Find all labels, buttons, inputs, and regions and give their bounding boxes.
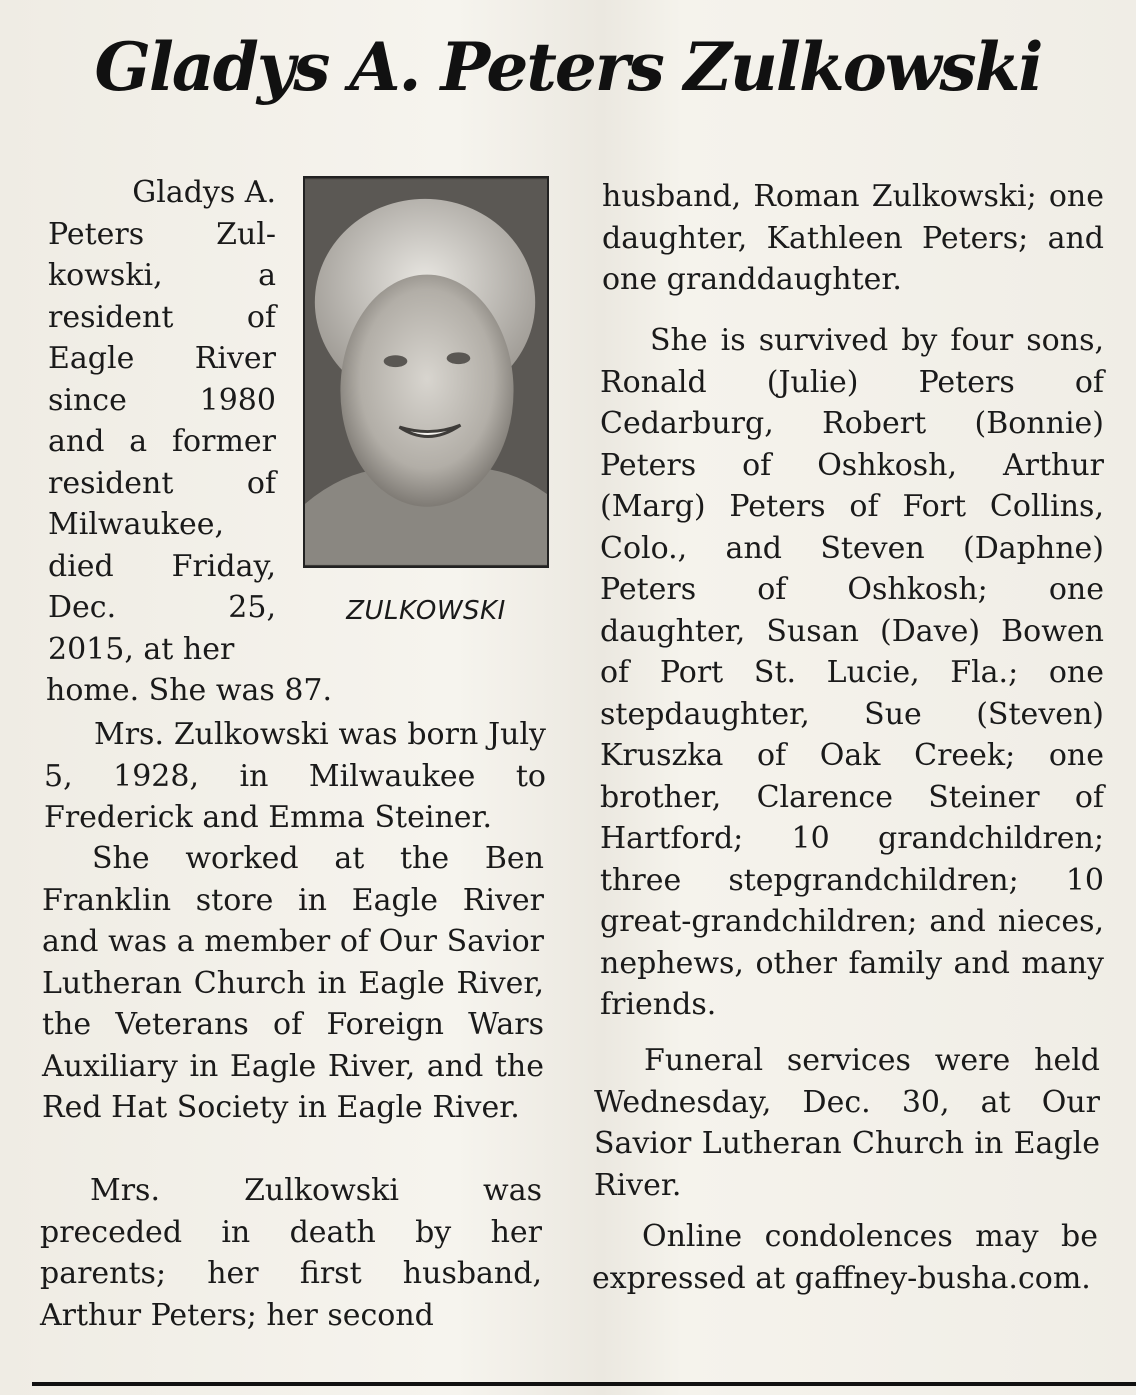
- intro-line: Peters Zul-: [48, 216, 276, 252]
- intro-line: kowski, a: [48, 258, 276, 293]
- funeral-paragraph: Funeral services were held Wednesday, Dec. 30, at Our Savior Lutheran Church in Eagle River.: [594, 1043, 1100, 1203]
- portrait-photo: [303, 176, 549, 568]
- intro-line: 2015, at her: [48, 631, 235, 667]
- intro-line: Gladys A.: [132, 175, 276, 210]
- intro-line: since 1980: [48, 382, 276, 418]
- intro-line: and a former: [48, 424, 276, 459]
- bottom-rule: [32, 1382, 1136, 1395]
- intro-last-line: home. She was 87.: [46, 673, 333, 708]
- intro-line: died Friday,: [48, 548, 276, 584]
- survived-paragraph: She is survived by four sons, Ronald (Julie) Peters of Cedarburg, Robert (Bonnie) Peters of Oshkosh, Arthur (Marg) Peters of Fort Collins, Colo., and Steven (Daphne) Peters of Oshkosh; one daughter, Susan (Dave) Bowen of Port St. Lucie, Fla.; one stepdaughter, Sue (Steven) Kruszka of Oak Creek; one brother, Clarence Steiner of Hartford; 10 grandchildren; three stepgrandchildren; 10 great-grandchildren; and nieces, nephews, other family and many friends.: [600, 323, 1104, 1022]
- intro-text: [48, 172, 276, 670]
- photo-caption: ZULKOWSKI: [346, 596, 506, 626]
- worked-paragraph: She worked at the Ben Franklin store in Eagle River and was a member of Our Savior Lutheran Church in Eagle River, the Veterans of Foreign Wars Auxiliary in Eagle River, and the Red Hat Society in Eagle River.: [42, 841, 544, 1125]
- intro-line: Milwaukee,: [48, 507, 225, 542]
- intro-line: resident of: [48, 299, 276, 335]
- obituary-headline: Gladys A. Peters Zulkowski: [94, 28, 1042, 106]
- intro-line: Dec. 25,: [48, 590, 276, 625]
- preceded-paragraph: Mrs. Zulkowski was preceded in death by her parents; her first husband, Arthur Peters; her second: [40, 1173, 542, 1333]
- preceded-continued-paragraph: husband, Roman Zulkowski; one daughter, Kathleen Peters; and one granddaughter.: [602, 179, 1104, 297]
- born-paragraph: Mrs. Zulkowski was born July 5, 1928, in Milwaukee to Frederick and Emma Steiner.: [44, 717, 546, 835]
- intro-line: Eagle River: [48, 341, 276, 376]
- portrait-photo-art: [305, 178, 547, 566]
- intro-line: resident of: [48, 465, 276, 501]
- condolences-paragraph: Online condolences may be expressed at gaffney-busha.com.: [592, 1219, 1098, 1296]
